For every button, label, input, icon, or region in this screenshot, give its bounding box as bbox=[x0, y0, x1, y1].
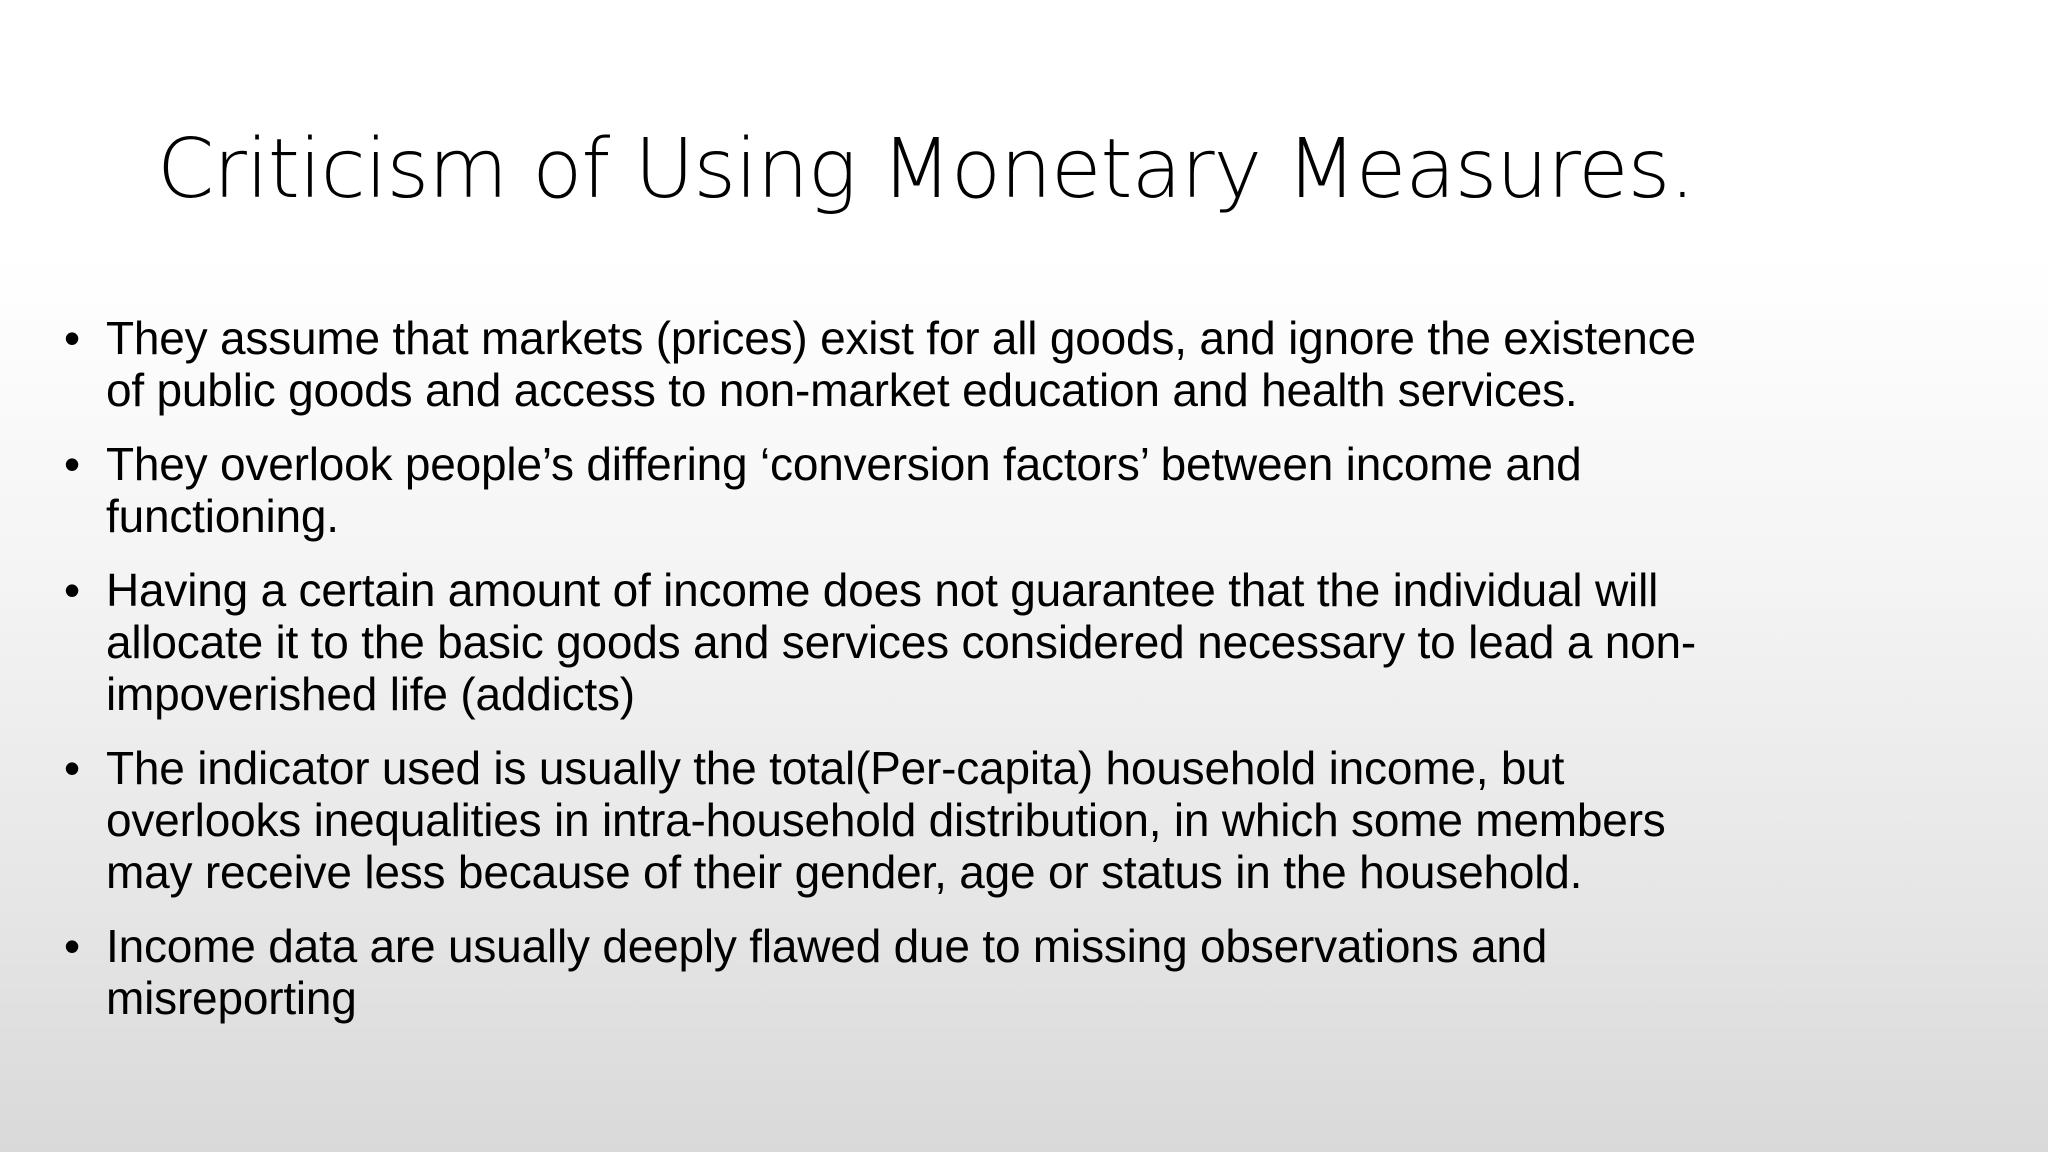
bullet-text-line: allocate it to the basic goods and services considered necessary to lead a non- bbox=[106, 616, 1697, 668]
bullet-item-5 bbox=[64, 920, 1964, 1024]
bullet-text-line: Income data are usually deeply flawed due to missing observations and bbox=[106, 920, 1548, 972]
bullet-text-line: overlooks inequalities in intra-household distribution, in which some members bbox=[106, 794, 1666, 846]
bullet-text-line: functioning. bbox=[106, 490, 339, 542]
bullet-text-line: of public goods and access to non-market education and health services. bbox=[106, 364, 1578, 416]
bullet-text-line: They overlook people’s differing ‘conversion factors’ between income and bbox=[106, 438, 1582, 490]
bullet-item-2 bbox=[64, 438, 1964, 542]
bullet-item-4 bbox=[64, 742, 1964, 898]
bullet-text-line: misreporting bbox=[106, 972, 357, 1024]
bullet-dot-icon: • bbox=[64, 564, 80, 616]
bullet-dot-icon: • bbox=[64, 312, 80, 364]
bullet-text-line: impoverished life (addicts) bbox=[106, 668, 635, 720]
bullet-item-3 bbox=[64, 564, 1964, 720]
slide-title: Criticism of Using Monetary Measures. bbox=[157, 122, 1695, 217]
bullet-list bbox=[64, 312, 1964, 1046]
bullet-item-1 bbox=[64, 312, 1964, 416]
bullet-text-line: Having a certain amount of income does not guarantee that the individual will bbox=[106, 564, 1659, 616]
bullet-text-line: They assume that markets (prices) exist for all goods, and ignore the existence bbox=[106, 312, 1696, 364]
bullet-text-line: The indicator used is usually the total(Per-capita) household income, but bbox=[106, 742, 1565, 794]
bullet-dot-icon: • bbox=[64, 742, 80, 794]
bullet-dot-icon: • bbox=[64, 438, 80, 490]
bullet-dot-icon: • bbox=[64, 920, 80, 972]
bullet-text-line: may receive less because of their gender, age or status in the household. bbox=[106, 846, 1583, 898]
